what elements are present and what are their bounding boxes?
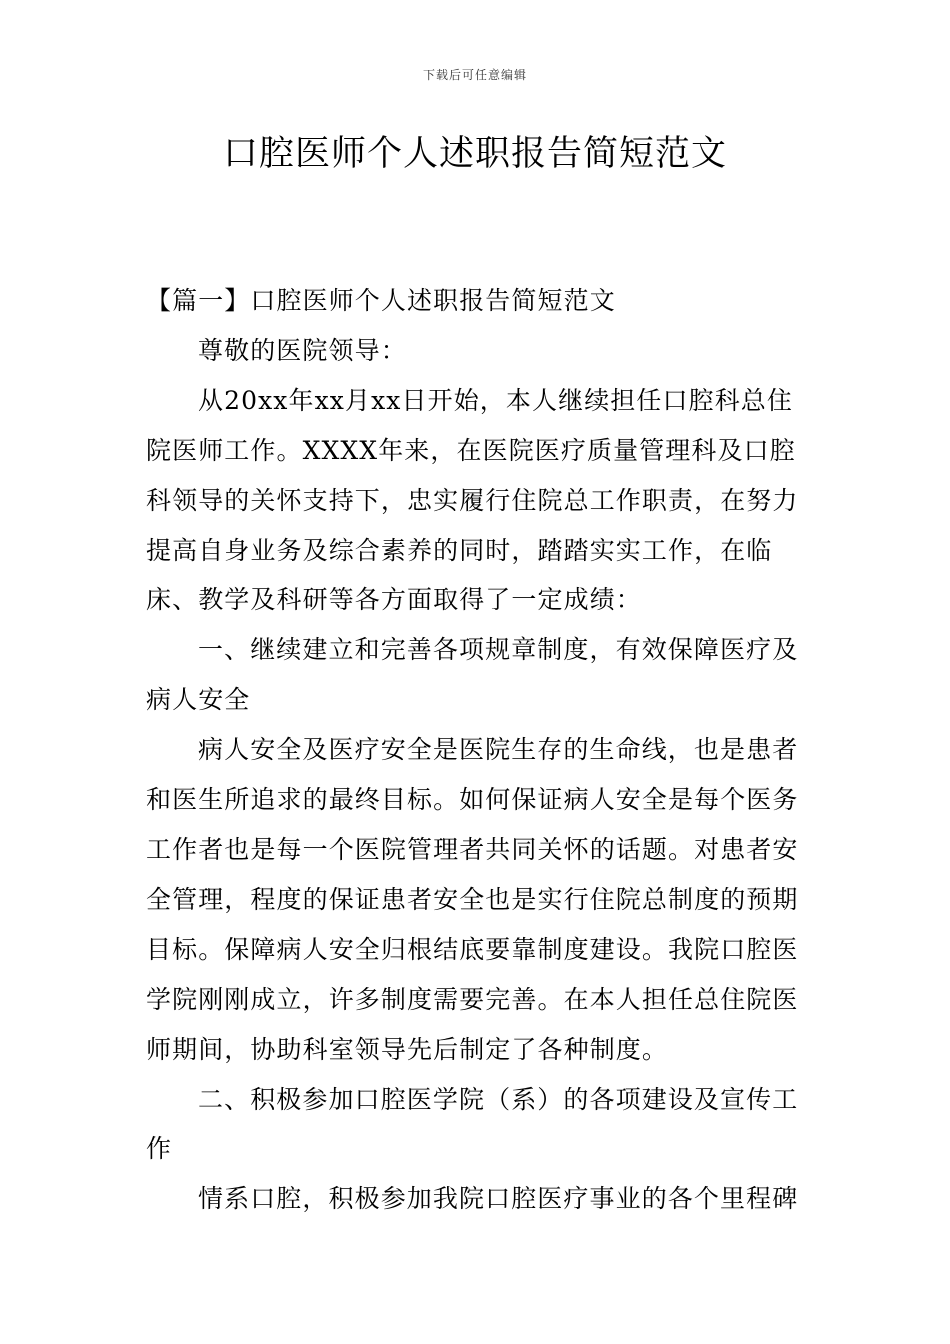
greeting-paragraph: 尊敬的医院领导： (198, 335, 407, 365)
section-heading-1: 一、继续建立和完善各项规章制度，有效保障医疗及病人安全 (146, 635, 799, 715)
document-title: 口腔医师个人述职报告简短范文 (222, 134, 727, 174)
document-body (146, 276, 808, 1224)
header-note: 下载后可任意编辑 (422, 68, 527, 82)
intro-paragraph: 从20xx年xx月xx日开始，本人继续担任口腔科总住院医师工作。XXXX年来，在医院医疗质量管理科及口腔科领导的关怀支持下，忠实履行住院总工作职责，在努力提高自身业务及综合素养的同时，踏踏实实工作，在临床、教学及科研等各方面取得了一定成绩： (146, 385, 799, 615)
body-paragraph-2: 情系口腔，积极参加我院口腔医疗事业的各个里程碑 (198, 1184, 799, 1214)
body-paragraph-1: 病人安全及医疗安全是医院生存的生命线，也是患者和医生所追求的最终目标。如何保证病人安全是每个医务工作者也是每一个医院管理者共同关怀的话题。对患者安全管理，程度的保证患者安全也是实行住院总制度的预期目标。保障病人安全归根结底要靠制度建设。我院口腔医学院刚刚成立，许多制度需要完善。在本人担任总住院医师期间，协助科室领导先后制定了各种制度。 (146, 735, 799, 1064)
section-heading-2: 二、积极参加口腔医学院（系）的各项建设及宣传工作 (146, 1084, 799, 1164)
section-label: 【篇一】口腔医师个人述职报告简短范文 (146, 286, 616, 315)
